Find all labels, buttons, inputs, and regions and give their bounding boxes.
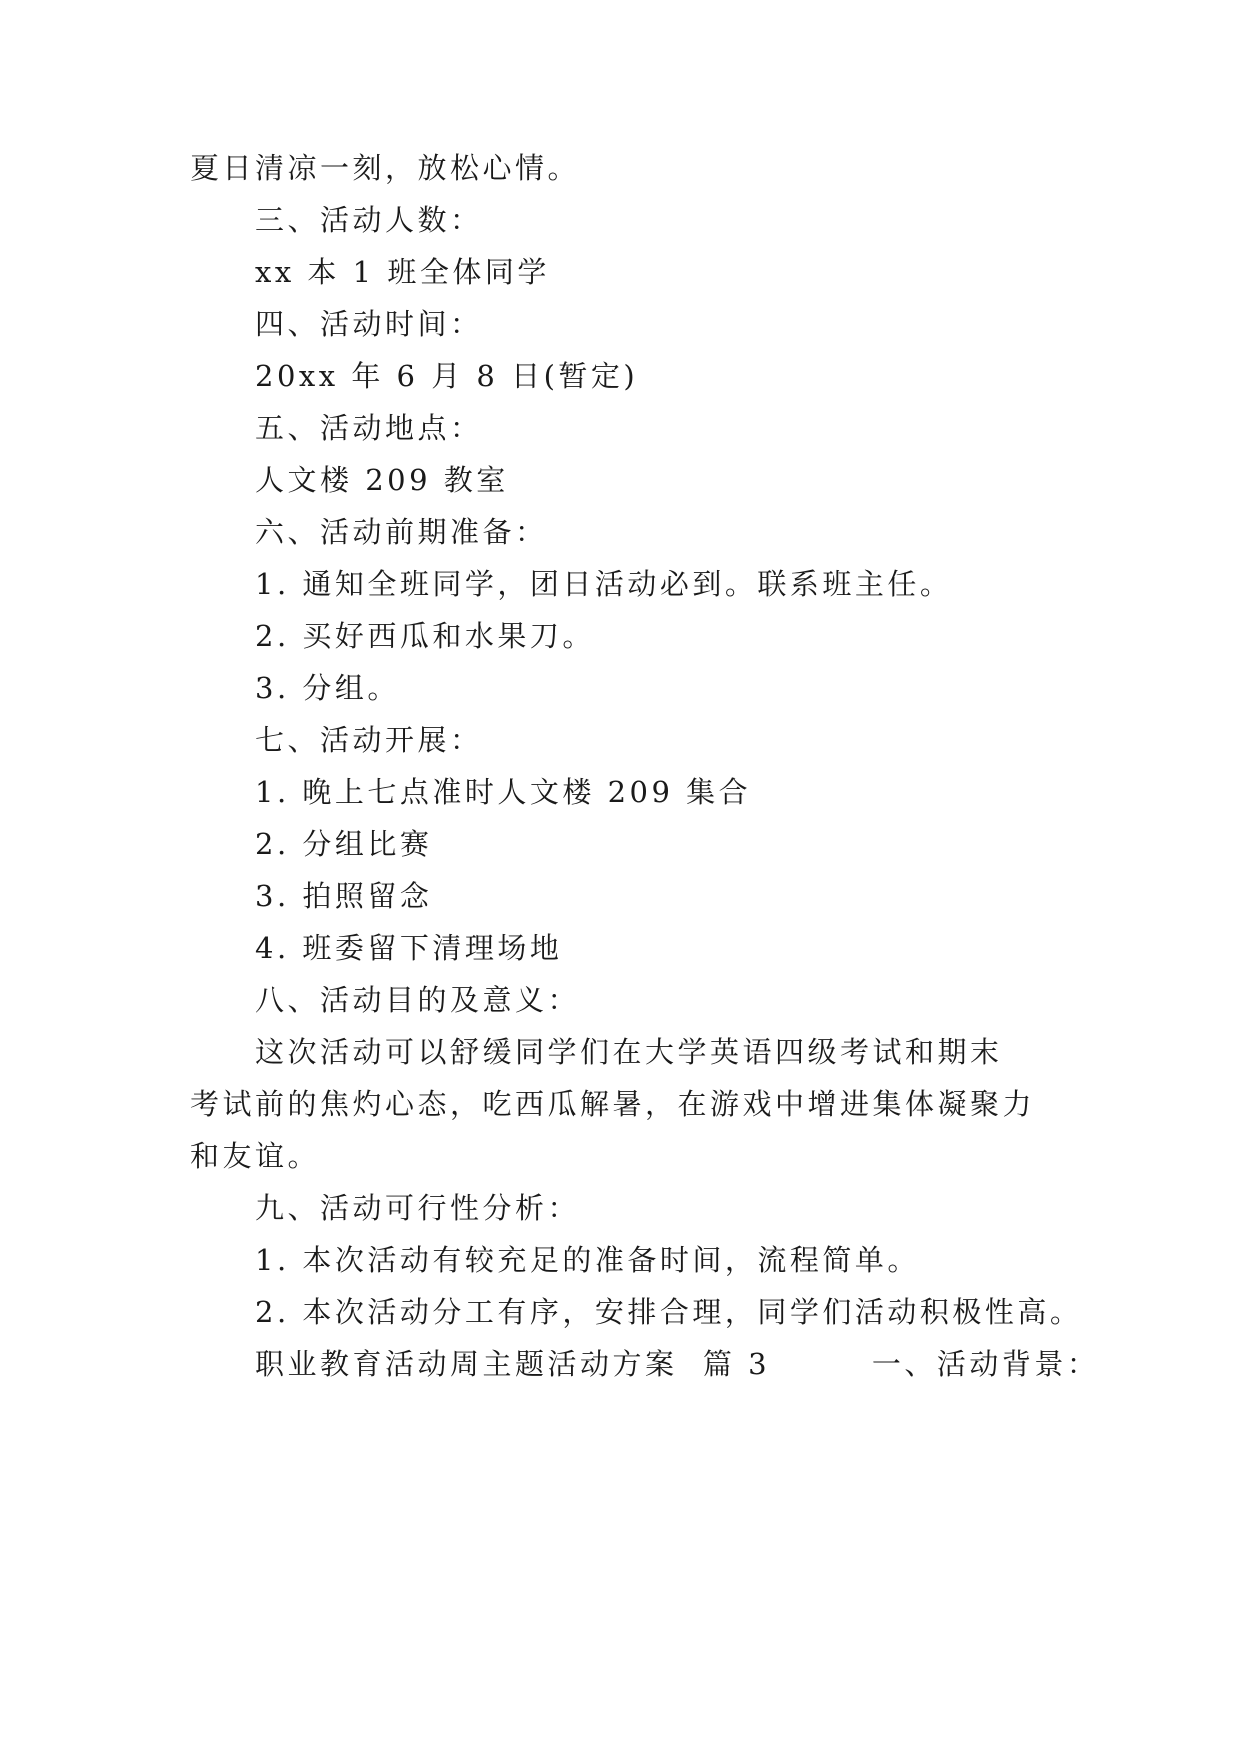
section-heading: 六、活动前期准备：	[255, 515, 548, 549]
body-text-line: 考试前的焦灼心态，吃西瓜解暑，在游戏中增进集体凝聚力	[190, 1087, 1036, 1121]
body-text-line: 20xx 年 6 月 8 日(暂定)	[255, 359, 639, 393]
body-text-line: 这次活动可以舒缓同学们在大学英语四级考试和期末	[255, 1035, 1003, 1069]
list-item: 1. 通知全班同学，团日活动必到。联系班主任。	[255, 567, 953, 601]
section-heading: 七、活动开展：	[255, 723, 483, 757]
body-text-line: 人文楼 209 教室	[255, 463, 509, 497]
section-heading: 九、活动可行性分析：	[255, 1191, 581, 1225]
list-item: 3. 拍照留念	[255, 879, 433, 913]
section-heading: 四、活动时间：	[255, 307, 483, 341]
list-item: 1. 本次活动有较充足的准备时间，流程简单。	[255, 1243, 920, 1277]
next-section-title-line: 职业教育活动周主题活动方案 篇 3 一、活动背景：	[255, 1347, 1100, 1381]
section-heading: 三、活动人数：	[255, 203, 483, 237]
list-item: 3. 分组。	[255, 671, 400, 705]
section-heading: 八、活动目的及意义：	[255, 983, 581, 1017]
list-item: 2. 买好西瓜和水果刀。	[255, 619, 595, 653]
body-text-line: 夏日清凉一刻，放松心情。	[190, 151, 581, 185]
body-text-line: xx 本 1 班全体同学	[255, 255, 550, 289]
section-heading: 五、活动地点：	[255, 411, 483, 445]
list-item: 2. 本次活动分工有序，安排合理，同学们活动积极性高。	[255, 1295, 1083, 1329]
list-item: 1. 晚上七点准时人文楼 209 集合	[255, 775, 752, 809]
list-item: 2. 分组比赛	[255, 827, 433, 861]
list-item: 4. 班委留下清理场地	[255, 931, 563, 965]
body-text-line: 和友谊。	[190, 1139, 321, 1173]
